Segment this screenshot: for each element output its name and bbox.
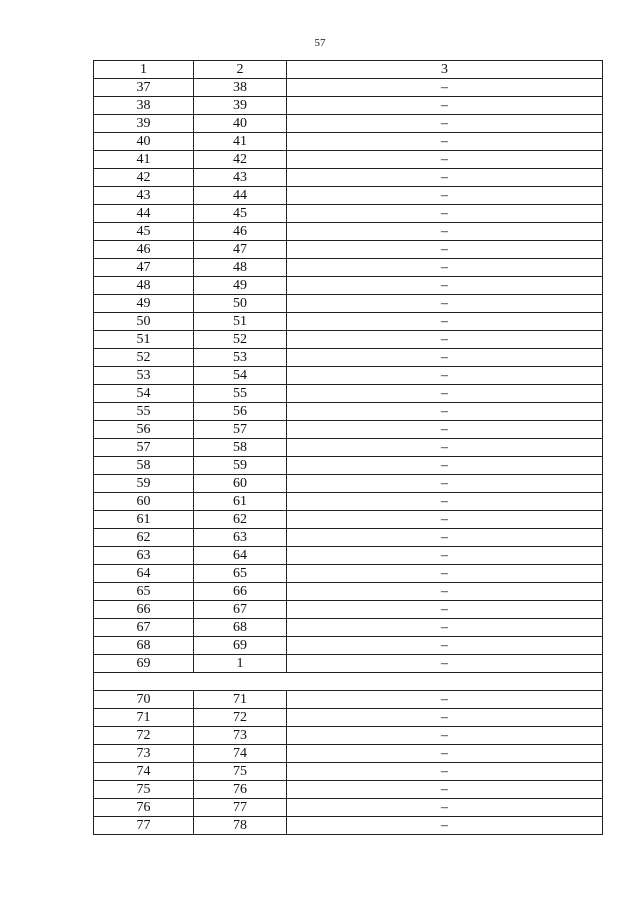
table-cell: 52 xyxy=(94,349,194,367)
table-cell: 62 xyxy=(194,511,287,529)
table-row xyxy=(94,637,603,655)
table-cell: 51 xyxy=(94,331,194,349)
table-cell: 56 xyxy=(194,403,287,421)
table-cell: 65 xyxy=(194,565,287,583)
table-cell: – xyxy=(287,313,603,331)
separator-row xyxy=(94,673,603,691)
table-cell: 58 xyxy=(194,439,287,457)
table-cell: 38 xyxy=(194,79,287,97)
table-cell: 71 xyxy=(94,709,194,727)
table-body xyxy=(94,61,603,835)
table-cell: – xyxy=(287,655,603,673)
table-row xyxy=(94,601,603,619)
table-row xyxy=(94,115,603,133)
page-number: 57 xyxy=(314,37,326,49)
table-cell: 64 xyxy=(94,565,194,583)
column-header: 3 xyxy=(287,61,603,79)
table-cell: – xyxy=(287,583,603,601)
table-cell: – xyxy=(287,745,603,763)
table-row xyxy=(94,205,603,223)
table-row xyxy=(94,367,603,385)
table-row xyxy=(94,691,603,709)
table-cell: – xyxy=(287,493,603,511)
table-cell: – xyxy=(287,637,603,655)
table-cell: 60 xyxy=(194,475,287,493)
table-cell: – xyxy=(287,727,603,745)
table-cell: 38 xyxy=(94,97,194,115)
table-cell: – xyxy=(287,511,603,529)
table-cell: 43 xyxy=(94,187,194,205)
table-cell: – xyxy=(287,241,603,259)
table-cell: 57 xyxy=(94,439,194,457)
table-cell: 51 xyxy=(194,313,287,331)
table-cell: – xyxy=(287,817,603,835)
table-row xyxy=(94,223,603,241)
table-row xyxy=(94,799,603,817)
table-cell: 53 xyxy=(94,367,194,385)
table-cell: – xyxy=(287,763,603,781)
table-cell: 71 xyxy=(194,691,287,709)
table-cell: 70 xyxy=(94,691,194,709)
table-cell: 69 xyxy=(94,655,194,673)
table-cell: 45 xyxy=(194,205,287,223)
table-cell: 55 xyxy=(194,385,287,403)
table-row xyxy=(94,385,603,403)
table-row xyxy=(94,403,603,421)
table-cell: 61 xyxy=(194,493,287,511)
table-row xyxy=(94,529,603,547)
table-cell: 48 xyxy=(194,259,287,277)
table-cell: 48 xyxy=(94,277,194,295)
table-cell: – xyxy=(287,115,603,133)
table-cell: – xyxy=(287,169,603,187)
table-cell: 43 xyxy=(194,169,287,187)
table-cell: 73 xyxy=(194,727,287,745)
table-cell: – xyxy=(287,205,603,223)
table-row xyxy=(94,241,603,259)
table-cell: 69 xyxy=(194,637,287,655)
table-cell: – xyxy=(287,565,603,583)
table-cell: 67 xyxy=(94,619,194,637)
table-cell: – xyxy=(287,799,603,817)
table-row xyxy=(94,349,603,367)
table-row xyxy=(94,331,603,349)
table-cell: 42 xyxy=(94,169,194,187)
table-cell: 65 xyxy=(94,583,194,601)
table-cell: 50 xyxy=(94,313,194,331)
table-cell: 57 xyxy=(194,421,287,439)
table-cell: – xyxy=(287,619,603,637)
table-cell: 39 xyxy=(194,97,287,115)
table-row xyxy=(94,421,603,439)
table-cell: 40 xyxy=(94,133,194,151)
table-row xyxy=(94,169,603,187)
table-cell: – xyxy=(287,529,603,547)
table-cell: – xyxy=(287,151,603,169)
table-cell: 75 xyxy=(94,781,194,799)
table-cell: 49 xyxy=(194,277,287,295)
table-cell: 63 xyxy=(194,529,287,547)
table-cell: 77 xyxy=(194,799,287,817)
table-cell: 1 xyxy=(194,655,287,673)
table-row xyxy=(94,97,603,115)
table-cell: 54 xyxy=(194,367,287,385)
separator-cell xyxy=(94,673,603,691)
table-cell: 45 xyxy=(94,223,194,241)
table-cell: 53 xyxy=(194,349,287,367)
table-row xyxy=(94,259,603,277)
table-cell: 64 xyxy=(194,547,287,565)
table-header-row xyxy=(94,61,603,79)
table-row xyxy=(94,187,603,205)
table-cell: 46 xyxy=(94,241,194,259)
table-row xyxy=(94,727,603,745)
table-cell: 62 xyxy=(94,529,194,547)
table-cell: 46 xyxy=(194,223,287,241)
table-cell: 73 xyxy=(94,745,194,763)
table-cell: – xyxy=(287,547,603,565)
table-row xyxy=(94,817,603,835)
table-cell: 74 xyxy=(94,763,194,781)
table-cell: – xyxy=(287,79,603,97)
table-cell: 37 xyxy=(94,79,194,97)
table-cell: – xyxy=(287,331,603,349)
table-cell: 59 xyxy=(94,475,194,493)
table-cell: 42 xyxy=(194,151,287,169)
table-row xyxy=(94,457,603,475)
table-cell: – xyxy=(287,421,603,439)
table-cell: – xyxy=(287,187,603,205)
table-cell: – xyxy=(287,295,603,313)
table-cell: – xyxy=(287,349,603,367)
table-cell: 72 xyxy=(94,727,194,745)
column-header: 2 xyxy=(194,61,287,79)
table-cell: 68 xyxy=(94,637,194,655)
table-cell: – xyxy=(287,223,603,241)
table-cell: 68 xyxy=(194,619,287,637)
table-row xyxy=(94,439,603,457)
table-cell: 40 xyxy=(194,115,287,133)
table-cell: 76 xyxy=(94,799,194,817)
table-cell: – xyxy=(287,691,603,709)
data-table xyxy=(93,60,603,835)
table-cell: 55 xyxy=(94,403,194,421)
table-cell: – xyxy=(287,385,603,403)
table-cell: – xyxy=(287,259,603,277)
table-cell: 75 xyxy=(194,763,287,781)
table-cell: 49 xyxy=(94,295,194,313)
table-cell: – xyxy=(287,367,603,385)
table-cell: 44 xyxy=(94,205,194,223)
table-cell: 44 xyxy=(194,187,287,205)
table-row xyxy=(94,277,603,295)
table-cell: – xyxy=(287,781,603,799)
table-row xyxy=(94,709,603,727)
table-cell: – xyxy=(287,277,603,295)
table-row xyxy=(94,133,603,151)
table-cell: – xyxy=(287,601,603,619)
table-row xyxy=(94,763,603,781)
table-cell: – xyxy=(287,97,603,115)
table-cell: 39 xyxy=(94,115,194,133)
table-cell: 41 xyxy=(194,133,287,151)
table-cell: – xyxy=(287,439,603,457)
column-header: 1 xyxy=(94,61,194,79)
table-cell: 50 xyxy=(194,295,287,313)
table-row xyxy=(94,79,603,97)
table-cell: – xyxy=(287,457,603,475)
table-cell: – xyxy=(287,475,603,493)
table-cell: 41 xyxy=(94,151,194,169)
table-row xyxy=(94,745,603,763)
table-row xyxy=(94,655,603,673)
table-cell: 67 xyxy=(194,601,287,619)
table-row xyxy=(94,547,603,565)
table-row xyxy=(94,493,603,511)
table-row xyxy=(94,781,603,799)
table-cell: 66 xyxy=(194,583,287,601)
table-cell: 47 xyxy=(194,241,287,259)
table-cell: 60 xyxy=(94,493,194,511)
table-cell: 58 xyxy=(94,457,194,475)
table-cell: 52 xyxy=(194,331,287,349)
table-cell: 74 xyxy=(194,745,287,763)
table-cell: 56 xyxy=(94,421,194,439)
table-cell: 47 xyxy=(94,259,194,277)
table-cell: – xyxy=(287,133,603,151)
table-cell: 61 xyxy=(94,511,194,529)
table-cell: 77 xyxy=(94,817,194,835)
table-row xyxy=(94,565,603,583)
table-row xyxy=(94,511,603,529)
table-cell: 63 xyxy=(94,547,194,565)
table-cell: 76 xyxy=(194,781,287,799)
table-cell: – xyxy=(287,403,603,421)
table-row xyxy=(94,619,603,637)
table-cell: 54 xyxy=(94,385,194,403)
table-row xyxy=(94,475,603,493)
table-row xyxy=(94,313,603,331)
table-cell: 72 xyxy=(194,709,287,727)
table-cell: 78 xyxy=(194,817,287,835)
table-row xyxy=(94,151,603,169)
table-cell: 66 xyxy=(94,601,194,619)
table-cell: 59 xyxy=(194,457,287,475)
table-row xyxy=(94,583,603,601)
table-row xyxy=(94,295,603,313)
table-cell: – xyxy=(287,709,603,727)
